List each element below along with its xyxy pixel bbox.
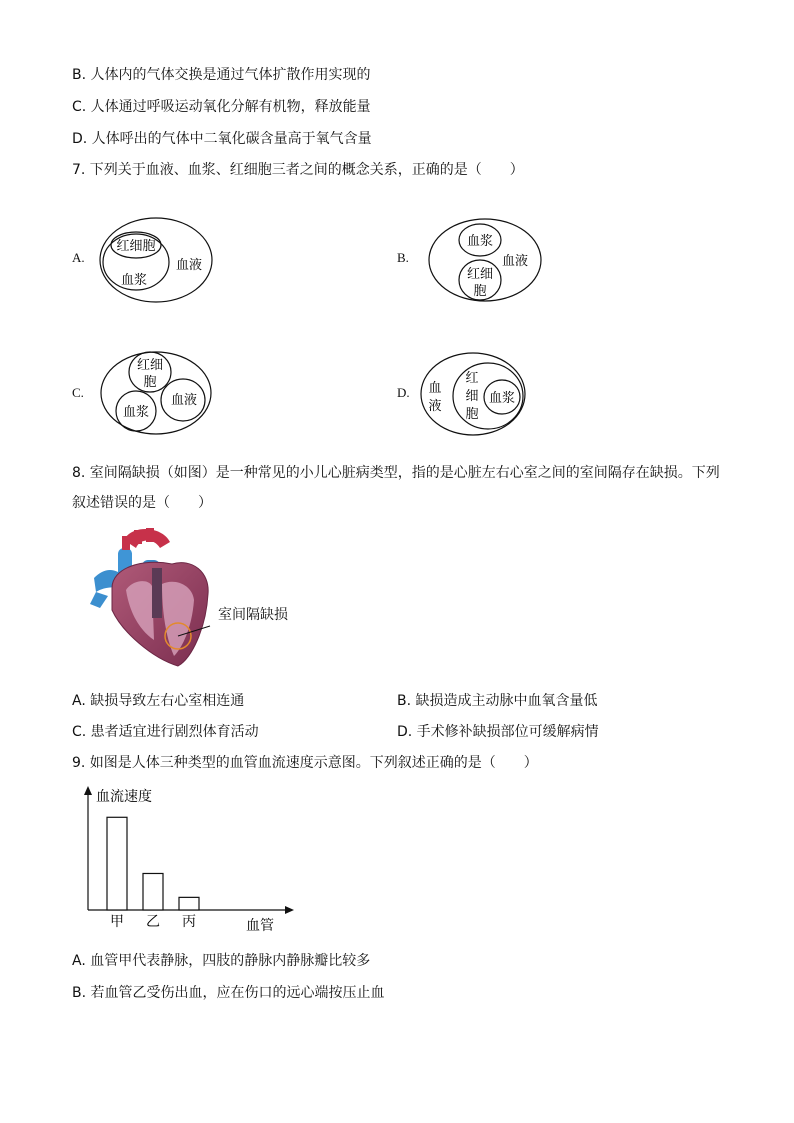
venn-diagram-a <box>96 214 216 306</box>
venn-diagram-c <box>98 349 214 437</box>
q9-answer-b: B. 若血管乙受伤出血，应在伤口的远心端按压止血 <box>72 985 385 1001</box>
venn-d-middle-2: 细 <box>465 389 479 404</box>
venn-b-outer: 血液 <box>501 254 529 269</box>
venn-d-outer-2: 液 <box>428 399 442 414</box>
venn-d-outer-1: 血 <box>428 381 442 396</box>
option-b-text: B. 人体内的气体交换是通过气体扩散作用实现的 <box>72 67 371 83</box>
question-9: 9. 如图是人体三种类型的血管血流速度示意图。下列叙述正确的是（ ） <box>72 755 538 771</box>
q7-option-b-label: B. <box>397 250 409 265</box>
y-axis-label: 血流速度 <box>96 789 152 805</box>
question-7: 7. 下列关于血液、血浆、红细胞三者之间的概念关系，正确的是（ ） <box>72 162 524 178</box>
venn-b-top: 血浆 <box>466 234 494 249</box>
q7-option-a-label: A. <box>72 250 85 265</box>
venn-d-middle-3: 胞 <box>465 407 479 422</box>
venn-a-outer: 血液 <box>175 258 203 273</box>
q9-answer-a: A. 血管甲代表静脉，四肢的静脉内静脉瓣比较多 <box>72 953 371 969</box>
q8-answer-b: B. 缺损造成主动脉中血氧含量低 <box>397 693 598 709</box>
venn-d-middle-1: 红 <box>465 371 479 386</box>
venn-c-top-2: 胞 <box>143 375 157 390</box>
option-d-text: D. 人体呼出的气体中二氧化碳含量高于氧气含量 <box>72 131 372 147</box>
q8-answer-c: C. 患者适宜进行剧烈体育活动 <box>72 724 259 740</box>
heart-illustration <box>82 528 312 668</box>
venn-c-left: 血浆 <box>122 405 150 420</box>
blood-flow-chart <box>70 782 300 932</box>
y-axis-arrow <box>84 786 92 795</box>
heart-annotation: 室间隔缺损 <box>218 607 288 623</box>
question-8-line-2: 叙述错误的是（ ） <box>72 495 212 511</box>
bar-0 <box>107 817 127 910</box>
venn-d-inner: 血浆 <box>488 391 516 406</box>
venn-b-bottom-1: 红细 <box>466 267 494 282</box>
venn-c-top-1: 红细 <box>136 358 164 373</box>
venn-c-right: 血液 <box>170 393 198 408</box>
q7-option-c-label: C. <box>72 385 84 400</box>
venn-diagram-b <box>426 216 544 306</box>
bar-2 <box>179 897 199 910</box>
q7-option-d-label: D. <box>397 385 410 400</box>
category-label-0: 甲 <box>110 914 124 930</box>
x-axis-label: 血管 <box>246 918 274 932</box>
bar-1 <box>143 873 163 910</box>
x-axis-arrow <box>285 906 294 914</box>
venn-a-inner: 红细胞 <box>116 239 156 254</box>
option-c-text: C. 人体通过呼吸运动氧化分解有机物，释放能量 <box>72 99 371 115</box>
venn-diagram-d <box>418 350 530 438</box>
category-label-1: 乙 <box>146 914 160 930</box>
question-8-line-1: 8. 室间隔缺损（如图）是一种常见的小儿心脏病类型，指的是心脏左右心室之间的室间隔存在缺损。下列 <box>72 465 720 481</box>
venn-b-bottom-2: 胞 <box>473 284 487 299</box>
q8-answer-d: D. 手术修补缺损部位可缓解病情 <box>397 724 599 740</box>
venn-a-middle: 血浆 <box>120 273 148 288</box>
q8-answer-a: A. 缺损导致左右心室相连通 <box>72 693 245 709</box>
category-label-2: 丙 <box>182 914 196 930</box>
